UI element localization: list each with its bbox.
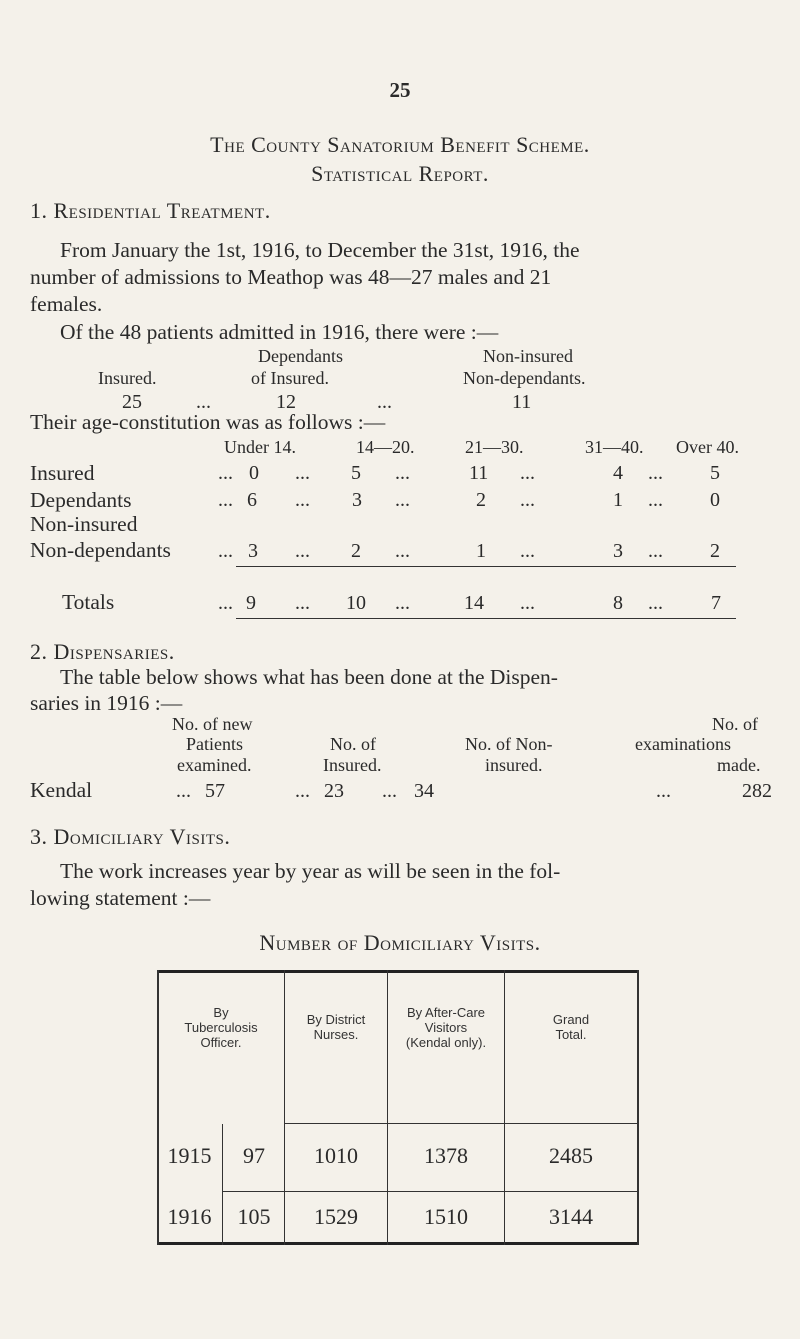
section3-heading: 3. Domiciliary Visits. — [30, 824, 231, 849]
row-divider-1 — [285, 1123, 637, 1124]
header-tb: By Tuberculosis Officer. — [184, 1005, 258, 1050]
header-aftercare: By After-Care Visitors (Kendal only). — [405, 1005, 487, 1050]
page-number: 25 — [389, 78, 411, 102]
visits-table-border-right — [637, 970, 639, 1245]
document-title: The County Sanatorium Benefit Scheme. — [210, 132, 590, 157]
totals-rule-top — [236, 566, 736, 567]
visits-table-title: Number of Domiciliary Visits. — [259, 930, 541, 955]
visits-table-border-bottom — [157, 1242, 639, 1245]
document-subtitle: Statistical Report. — [311, 161, 489, 186]
visits-table-border-top — [157, 970, 639, 973]
section1-heading: 1. Residential Treatment. — [30, 198, 271, 223]
header-grand-total: Grand Total. — [552, 1012, 590, 1042]
header-district: By District Nurses. — [306, 1012, 366, 1042]
section2-heading: 2. Dispensaries. — [30, 639, 175, 664]
age-intro: Their age-constitution was as follows :— — [30, 410, 386, 434]
totals-rule-bottom — [236, 618, 736, 619]
row-divider-2 — [222, 1191, 637, 1192]
visits-table: By Tuberculosis Officer. By District Nurses. By After-Care Visitors (Kendal only). Grand Total. 1915 97 1010 1378 2485 1916 105 1529 1510 3144 — [157, 970, 639, 1247]
